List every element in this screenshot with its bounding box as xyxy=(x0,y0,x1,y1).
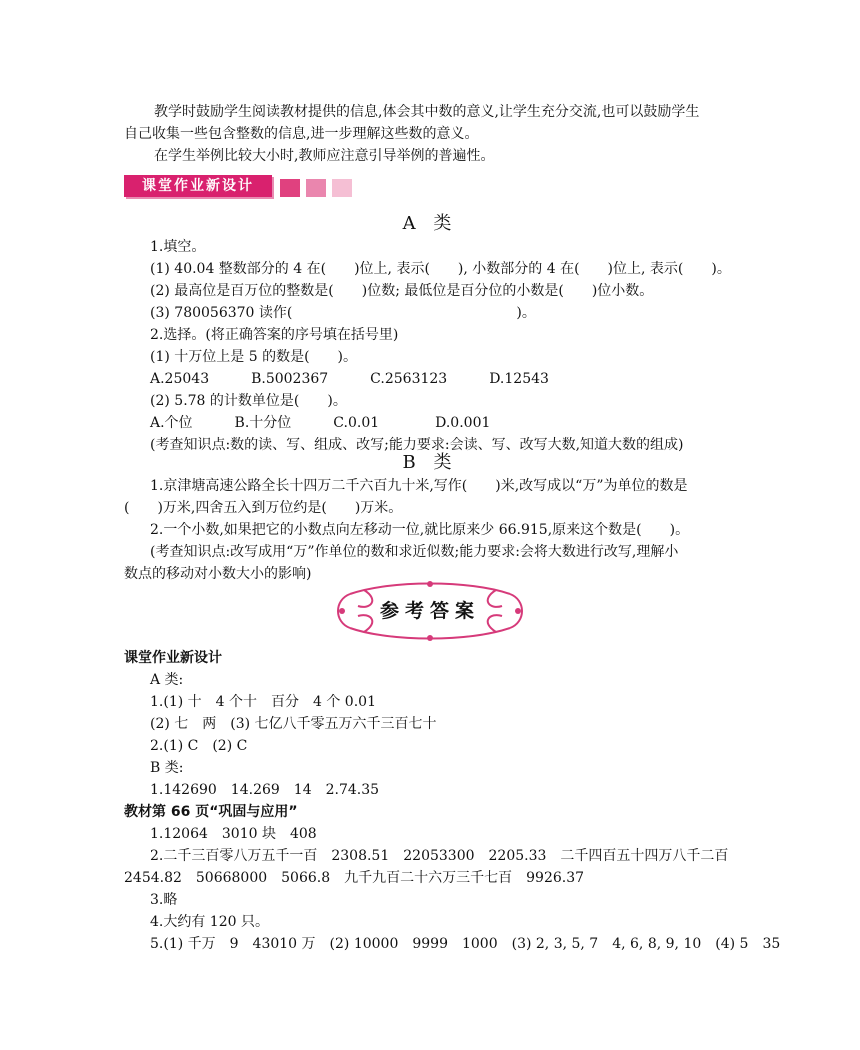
answers-a-label: A 类: xyxy=(150,672,184,688)
banner-square-2 xyxy=(306,179,326,197)
section-a-line: (1) 40.04 整数部分的 4 在( )位上, 表示( ), 小数部分的 4 在( )位上, 表示( )。 xyxy=(150,261,731,277)
section-b-line: 2.一个小数,如果把它的小数点向左移动一位,就比原来少 66.915,原来这个数是( )。 xyxy=(150,522,690,538)
answers-b-label: B 类: xyxy=(150,760,184,776)
section-a-line: 1.填空。 xyxy=(150,239,206,255)
section-b-title: B 类 xyxy=(402,452,458,473)
section-a-line: A.25043 B.5002367 C.2563123 D.12543 xyxy=(150,371,549,387)
section-a-line: A.个位 B.十分位 C.0.01 D.0.001 xyxy=(150,415,491,431)
answers-line: (2) 七 两 (3) 七亿八千零五万六千三百七十 xyxy=(150,716,437,732)
section-a-line: (2) 5.78 的计数单位是( )。 xyxy=(150,393,347,409)
section-a-line: (2) 最高位是百万位的整数是( )位数; 最低位是百分位的小数是( )位小数。 xyxy=(150,283,654,299)
answers-line: 3.略 xyxy=(150,892,178,908)
banner-square-1 xyxy=(280,179,300,197)
intro-paragraph-line-2: 自己收集一些包含整数的信息,进一步理解这些数的意义。 xyxy=(124,126,479,142)
section-a-title: A 类 xyxy=(402,213,458,234)
answers-line: 1.(1) 十 4 个十 百分 4 个 0.01 xyxy=(150,694,376,710)
intro-paragraph-line-1: 教学时鼓励学生阅读教材提供的信息,体会其中数的意义,让学生充分交流,也可以鼓励学生 xyxy=(154,104,700,120)
section-a-line: (3) 780056370 读作( )。 xyxy=(150,305,536,321)
section-b-line: 1.京津塘高速公路全长十四万二千六百九十米,写作( )米,改写成以“万”为单位的数是 xyxy=(150,478,688,494)
answers-line: 2.(1) C (2) C xyxy=(150,738,248,754)
answers-heading-textbook: 教材第 66 页“巩固与应用” xyxy=(124,804,298,820)
section-banner-label: 课堂作业新设计 xyxy=(124,175,272,197)
answers-line: 2.二千三百零八万五千一百 2308.51 22053300 2205.33 二千四百五十四万八千二百 xyxy=(150,848,729,864)
section-b-line: ( )万米,四舍五入到万位约是( )万米。 xyxy=(124,500,403,516)
section-a-line: 2.选择。(将正确答案的序号填在括号里) xyxy=(150,327,399,343)
answers-line: 2454.82 50668000 5066.8 九千九百二十六万三千七百 9926.37 xyxy=(124,870,585,886)
section-b-line: (考查知识点:改写成用“万”作单位的数和求近似数;能力要求:会将大数进行改写,理解小 xyxy=(150,544,679,560)
answers-line: 4.大约有 120 只。 xyxy=(150,914,269,930)
answers-line: 1.142690 14.269 14 2.74.35 xyxy=(150,782,380,798)
answers-banner xyxy=(330,578,530,644)
banner-square-3 xyxy=(332,179,352,197)
answers-heading-classwork: 课堂作业新设计 xyxy=(124,650,222,666)
intro-paragraph-2: 在学生举例比较大小时,教师应注意引导举例的普遍性。 xyxy=(154,148,495,164)
answers-banner-label: 参考答案 xyxy=(379,600,480,622)
section-a-line: (1) 十万位上是 5 的数是( )。 xyxy=(150,349,358,365)
section-a-line: (考查知识点:数的读、写、组成、改写;能力要求:会读、写、改写大数,知道大数的组成) xyxy=(150,437,684,453)
answers-line: 1.12064 3010 块 408 xyxy=(150,826,317,842)
section-b-line: 数点的移动对小数大小的影响) xyxy=(124,566,312,582)
answers-line: 5.(1) 千万 9 43010 万 (2) 10000 9999 1000 (3) 2, 3, 5, 7 4, 6, 8, 9, 10 (4) 5 35 xyxy=(150,936,781,952)
